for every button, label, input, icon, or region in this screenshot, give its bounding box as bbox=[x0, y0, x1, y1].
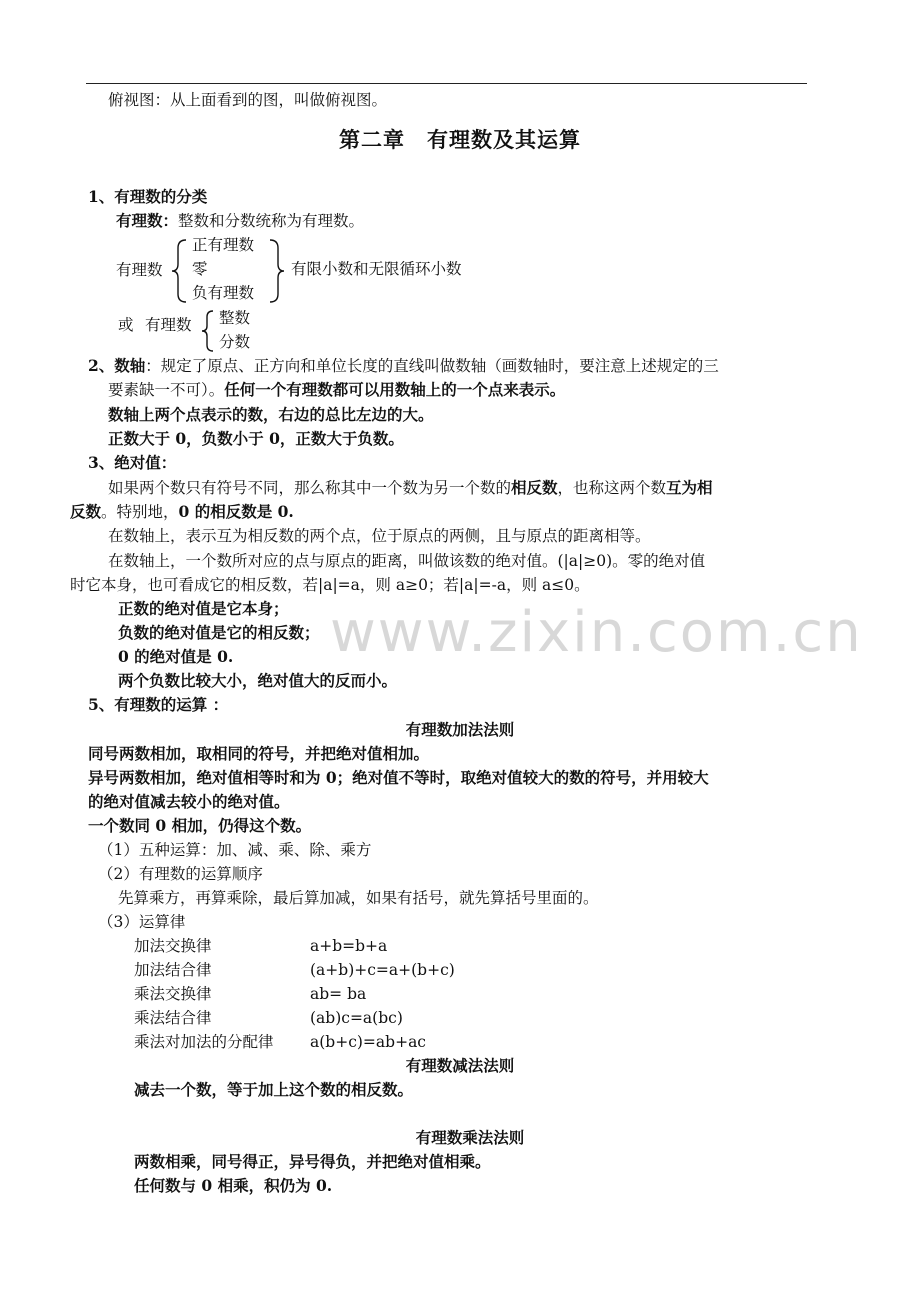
operation-order-text: 先算乘方，再算乘除，最后算加减，如果有括号，就先算括号里面的。 bbox=[118, 889, 599, 907]
mutual-opposite-term: 互为相 bbox=[666, 478, 713, 497]
mutual-opposite-term-end: 反数 bbox=[70, 502, 102, 521]
sign-order-rule: 正数大于 0，负数小于 0，正数大于负数。 bbox=[108, 429, 404, 448]
left-brace-icon bbox=[170, 238, 190, 304]
law-formula: (ab)c=a(bc) bbox=[310, 1009, 403, 1027]
addition-rule-zero: 一个数同 0 相加，仍得这个数。 bbox=[88, 816, 312, 835]
negative-compare-rule: 两个负数比较大小，绝对值大的反而小。 bbox=[118, 671, 398, 690]
law-formula: a(b+c)=ab+ac bbox=[310, 1033, 426, 1051]
section5-heading: 5、有理数的运算 ： bbox=[88, 695, 229, 714]
multiplication-sign-rule: 两数相乘，同号得正，异号得负，并把绝对值相乘。 bbox=[134, 1152, 491, 1171]
classify1-item-negative: 负有理数 bbox=[192, 284, 255, 302]
law-name: 加法交换律 bbox=[134, 937, 212, 955]
addition-rule-title: 有理数加法法则 bbox=[405, 720, 515, 739]
absolute-value-definition-cont: 时它本身，也可看成它的相反数，若|a|=a，则 a≥0；若|a|=-a，则 a≤0。 bbox=[70, 576, 590, 594]
absolute-value-definition: 在数轴上，一个数所对应的点与原点的距离，叫做该数的绝对值。(|a|≥0)。零的绝对值 bbox=[108, 552, 706, 570]
classify2-item-integer: 整数 bbox=[219, 309, 251, 327]
section3-heading: 3、绝对值： bbox=[88, 453, 177, 472]
right-brace-icon bbox=[266, 238, 286, 304]
subtraction-rule: 减去一个数，等于加上这个数的相反数。 bbox=[134, 1080, 414, 1099]
operation-order-heading: （2）有理数的运算顺序 bbox=[98, 865, 263, 883]
rational-term: 有理数： bbox=[116, 211, 179, 230]
classify1-label: 有理数 bbox=[116, 261, 163, 279]
zero-opposite-rule: 0 的相反数是 0. bbox=[178, 502, 294, 521]
law-formula: a+b=b+a bbox=[310, 937, 388, 955]
opposite-text-2: ，也称这两个数 bbox=[557, 479, 667, 497]
rational-definition-text: 整数和分数统称为有理数。 bbox=[178, 212, 365, 230]
addition-rule-diff-sign: 异号两数相加，绝对值相等时和为 0；绝对值不等时，取绝对值较大的数的符号，并用较大 bbox=[88, 768, 709, 787]
multiplication-rule-title: 有理数乘法法则 bbox=[415, 1128, 525, 1147]
section1-heading: 1、有理数的分类 bbox=[88, 187, 208, 206]
top-view-definition: 俯视图：从上面看到的图，叫做俯视图。 bbox=[108, 91, 388, 109]
positive-abs-rule: 正数的绝对值是它本身； bbox=[118, 599, 289, 618]
law-name: 乘法交换律 bbox=[134, 985, 212, 1003]
opposite-term: 相反数 bbox=[511, 478, 558, 497]
opposite-definition-cont bbox=[70, 501, 294, 523]
operation-laws-heading: （3）运算律 bbox=[98, 913, 186, 931]
number-line-definition bbox=[88, 355, 719, 377]
number-line-text: ：规定了原点、正方向和单位长度的直线叫做数轴（画数轴时，要注意上述规定的三 bbox=[145, 357, 719, 375]
law-formula: ab= ba bbox=[310, 985, 367, 1003]
opposite-position-rule: 在数轴上，表示互为相反数的两个点，位于原点的两侧，且与原点的距离相等。 bbox=[108, 527, 651, 545]
chapter-title: 第二章 有理数及其运算 bbox=[339, 127, 581, 152]
multiplication-zero-rule: 任何数与 0 相乘，积仍为 0. bbox=[134, 1176, 333, 1195]
opposite-text: 如果两个数只有符号不同，那么称其中一个数为另一个数的 bbox=[108, 479, 512, 497]
law-name: 乘法结合律 bbox=[134, 1009, 212, 1027]
zero-abs-rule: 0 的绝对值是 0. bbox=[118, 647, 234, 666]
five-operations: （1）五种运算：加、减、乘、除、乘方 bbox=[98, 841, 372, 859]
number-line-term: 2、数轴 bbox=[88, 356, 146, 375]
addition-rule-same-sign: 同号两数相加，取相同的符号，并把绝对值相加。 bbox=[88, 744, 430, 763]
addition-rule-diff-sign-cont: 的绝对值减去较小的绝对值。 bbox=[88, 792, 290, 811]
law-name: 乘法对加法的分配律 bbox=[134, 1033, 274, 1051]
classify1-item-positive: 正有理数 bbox=[192, 236, 255, 254]
law-name: 加法结合律 bbox=[134, 961, 212, 979]
opposite-definition bbox=[108, 477, 713, 499]
header-rule bbox=[86, 83, 807, 84]
classify2-prefix: 或 bbox=[118, 316, 134, 334]
number-line-text-cont bbox=[108, 379, 565, 401]
rational-definition bbox=[116, 210, 364, 232]
left-brace-icon bbox=[200, 309, 216, 353]
watermark: www.zixin.com.cn bbox=[330, 600, 863, 665]
number-line-order-rule: 数轴上两个点表示的数，右边的总比左边的大。 bbox=[108, 405, 434, 424]
negative-abs-rule: 负数的绝对值是它的相反数； bbox=[118, 623, 320, 642]
special-note: 。特别地， bbox=[101, 503, 179, 521]
number-line-point-rule: 任何一个有理数都可以用数轴上的一个点来表示。 bbox=[224, 380, 566, 399]
number-line-note: 要素缺一不可）。 bbox=[108, 381, 225, 399]
subtraction-rule-title: 有理数减法法则 bbox=[405, 1056, 515, 1075]
classify1-item-zero: 零 bbox=[192, 260, 208, 278]
classify2-item-fraction: 分数 bbox=[219, 333, 251, 351]
law-formula: (a+b)+c=a+(b+c) bbox=[310, 961, 455, 979]
classify1-decimal-note: 有限小数和无限循环小数 bbox=[291, 260, 462, 278]
classify2-label: 有理数 bbox=[145, 316, 192, 334]
